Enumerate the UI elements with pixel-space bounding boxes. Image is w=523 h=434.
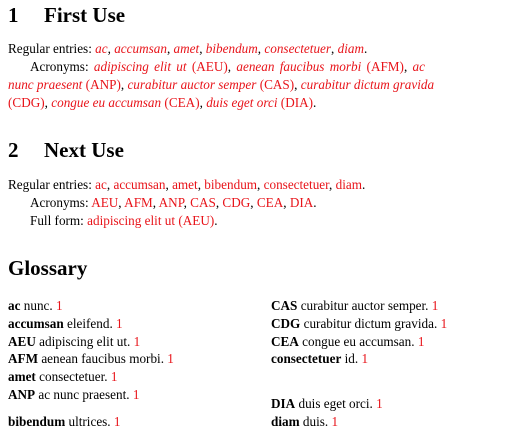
acronym-link[interactable]: CDG	[222, 195, 251, 210]
acronym-link[interactable]: CAS	[190, 195, 216, 210]
section-number: 1	[8, 3, 19, 27]
glossary-entry: bibendum ultrices. 1	[8, 414, 121, 429]
glossary-entry: amet consectetuer. 1	[8, 369, 118, 384]
acronym-link[interactable]: AEU	[91, 195, 119, 210]
page-ref-link[interactable]: 1	[417, 334, 425, 349]
page-ref-link[interactable]: 1	[113, 414, 121, 429]
page-ref-link[interactable]: 1	[55, 298, 63, 313]
gls-link[interactable]: amet	[172, 177, 198, 192]
section-title: Next Use	[44, 138, 124, 162]
s2-regular-entries: Regular entries: ac, accumsan, amet, bibendum, consectetuer, diam.	[8, 177, 366, 192]
s1-acronyms-line1: Acronyms: adipiscing elit ut (AEU), aenean faucibus morbi (AFM), ac	[30, 59, 425, 74]
label: Acronyms:	[30, 195, 89, 210]
gls-link[interactable]: amet	[173, 41, 200, 56]
glossary-entry: AFM aenean faucibus morbi. 1	[8, 351, 174, 366]
gls-link[interactable]: accumsan	[114, 41, 167, 56]
label: Acronyms:	[30, 59, 89, 74]
page-ref-link[interactable]: 1	[110, 369, 118, 384]
acronym-link[interactable]: AFM	[124, 195, 153, 210]
page-ref-link[interactable]: 1	[361, 351, 369, 366]
gls-link[interactable]: consectetuer	[264, 41, 332, 56]
acronym-link[interactable]: nunc praesent (ANP)	[8, 77, 121, 92]
acronym-link[interactable]: DIA	[289, 195, 314, 210]
page-ref-link[interactable]: 1	[440, 316, 448, 331]
acronym-link[interactable]: curabitur dictum gravida	[300, 77, 435, 92]
glossary-entry: ANP ac nunc praesent. 1	[8, 387, 140, 402]
acronym-link[interactable]: curabitur auctor semper (CAS)	[127, 77, 295, 92]
acronym-link[interactable]: adipiscing elit ut (AEU)	[93, 59, 228, 74]
page-ref-link[interactable]: 1	[376, 396, 383, 411]
page-ref-link[interactable]: 1	[132, 387, 140, 402]
s1-regular-entries: Regular entries: ac, accumsan, amet, bibendum, consectetuer, diam.	[8, 41, 368, 56]
acronym-link[interactable]: CEA	[256, 195, 284, 210]
section-2-heading	[8, 138, 124, 162]
s1-acronyms-line2: nunc praesent (ANP), curabitur auctor semper (CAS), curabitur dictum gravida	[8, 77, 435, 92]
gls-link[interactable]: ac	[95, 177, 107, 192]
page-ref-link[interactable]: 1	[331, 414, 339, 429]
glossary-entry: AEU adipiscing elit ut. 1	[8, 334, 141, 349]
acronym-link[interactable]: (CDG)	[8, 95, 45, 110]
label: Regular entries:	[8, 41, 92, 56]
glossary-heading: Glossary	[8, 256, 88, 280]
glossary-entry: ac nunc. 1	[8, 298, 63, 313]
gls-link[interactable]: diam	[335, 177, 362, 192]
acronym-link[interactable]: ANP	[158, 195, 184, 210]
gls-link[interactable]: consectetuer	[263, 177, 330, 192]
glossary-entry: diam duis. 1	[271, 414, 339, 429]
glossary-entry: CAS curabitur auctor semper. 1	[271, 298, 439, 313]
gls-link[interactable]: bibendum	[205, 41, 258, 56]
page-ref-link[interactable]: 1	[116, 316, 123, 331]
acronym-link-fragment[interactable]: ac	[412, 59, 425, 74]
glossary-entry: consectetuer id. 1	[271, 351, 369, 366]
glossary-entry: CDG curabitur dictum gravida. 1	[271, 316, 448, 331]
gls-link[interactable]: bibendum	[204, 177, 258, 192]
section-1-heading	[8, 3, 125, 27]
gls-link[interactable]: accumsan	[113, 177, 166, 192]
acronym-link[interactable]: aenean faucibus morbi (AFM)	[236, 59, 404, 74]
acronym-link[interactable]: congue eu accumsan (CEA)	[51, 95, 200, 110]
page-ref-link[interactable]: 1	[431, 298, 439, 313]
gls-link[interactable]: diam	[337, 41, 364, 56]
glossary-entry: DIA duis eget orci. 1	[271, 396, 383, 411]
gls-link[interactable]: ac	[95, 41, 108, 56]
section-number: 2	[8, 138, 19, 162]
s2-fullform: Full form: adipiscing elit ut (AEU).	[30, 213, 218, 228]
page-ref-link[interactable]: 1	[167, 351, 174, 366]
acronym-link[interactable]: adipiscing elit ut (AEU)	[87, 213, 215, 228]
s2-acronyms: Acronyms: AEU, AFM, ANP, CAS, CDG, CEA, DIA.	[30, 195, 317, 210]
section-title: First Use	[44, 3, 126, 27]
label: Regular entries:	[8, 177, 92, 192]
acronym-link[interactable]: duis eget orci (DIA)	[206, 95, 314, 110]
page-ref-link[interactable]: 1	[133, 334, 141, 349]
glossary-entry: accumsan eleifend. 1	[8, 316, 123, 331]
s1-acronyms-line3: (CDG), congue eu accumsan (CEA), duis eget orci (DIA).	[8, 95, 317, 110]
glossary-entry: CEA congue eu accumsan. 1	[271, 334, 425, 349]
label: Full form:	[30, 213, 84, 228]
